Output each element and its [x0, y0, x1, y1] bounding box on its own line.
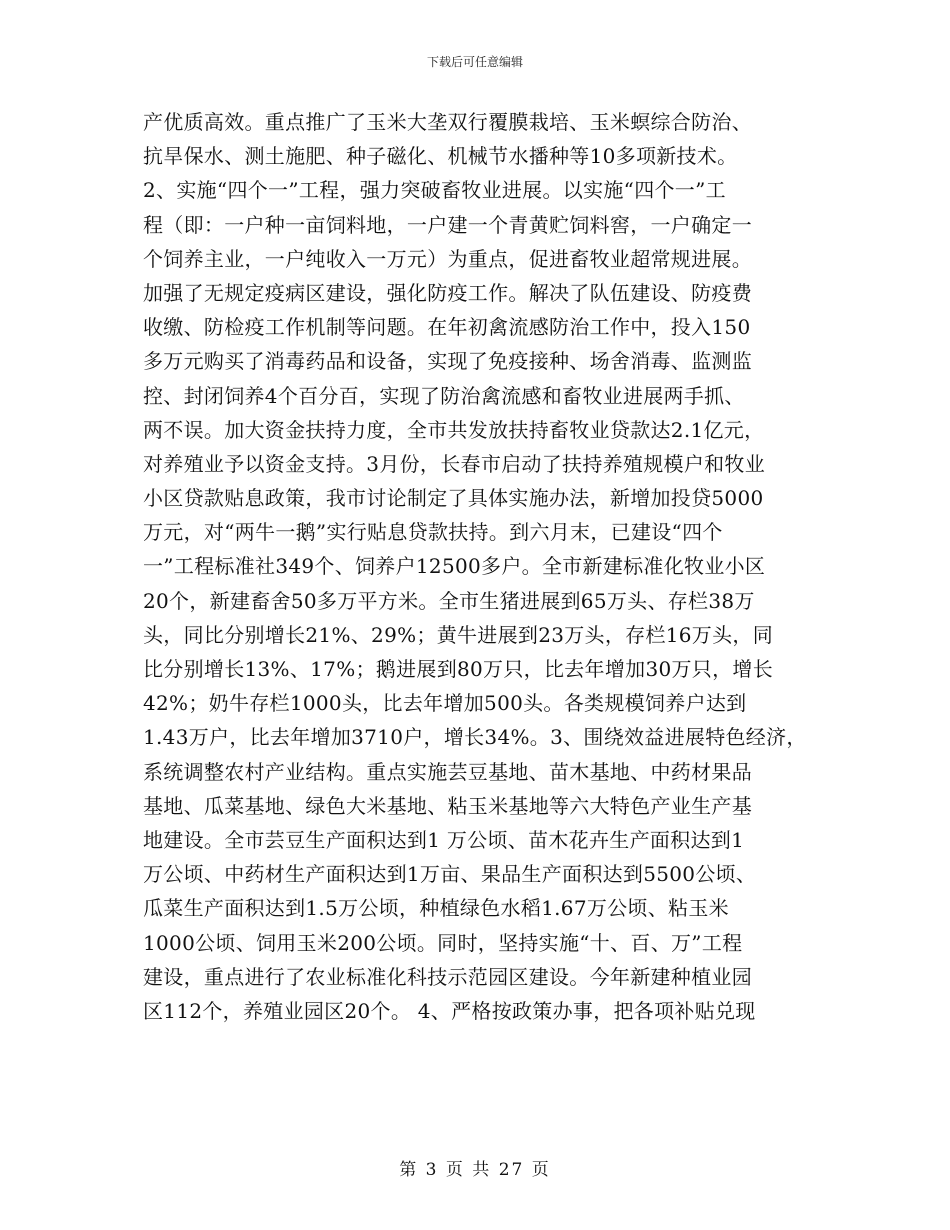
body-line: 个饲养主业，一户纯收入一万元）为重点，促进畜牧业超常规进展。 — [143, 246, 752, 271]
body-line: 程（即：一户种一亩饲料地，一户建一个青黄贮饲料窖，一户确定一 — [143, 212, 752, 237]
body-line: 两不误。加大资金扶持力度，全市共发放扶持畜牧业贷款达2.1亿元， — [143, 417, 765, 442]
body-line: 产优质高效。重点推广了玉米大垄双行覆膜栽培、玉米螟综合防治、 — [143, 110, 752, 134]
body-line: 比分别增长13%、17%；鹅进展到80万只，比去年增加30万只，增长 — [143, 657, 774, 681]
body-line: 地建设。全市芸豆生产面积达到1 万公顷、苗木花卉生产面积达到1 — [143, 827, 745, 852]
body-line: 20个，新建畜舍50多万平方米。全市生猪进展到65万头、存栏38万 — [143, 588, 755, 613]
body-line: 抗旱保水、测土施肥、种子磁化、机械节水播种等10多项新技术。 — [143, 144, 738, 169]
body-line: 建设，重点进行了农业标准化科技示范园区建设。今年新建种植业园 — [143, 964, 752, 989]
body-line: 1000公顷、饲用玉米200公顷。同时，坚持实施“十、百、万”工程 — [143, 930, 743, 955]
page-number-footer: 第 3 页 共 27 页 — [399, 1160, 551, 1180]
body-line: 小区贷款贴息政策，我市讨论制定了具体实施办法，新增加投贷5000 — [143, 486, 764, 511]
body-line: 万元，对“两牛一鹅”实行贴息贷款扶持。到六月末，已建设“四个 — [143, 520, 723, 545]
body-line: 区112个，养殖业园区20个。 4、严格按政策办事，把各项补贴兑现 — [143, 998, 756, 1023]
body-line: 1.43万户，比去年增加3710户，增长34%。3、围绕效益进展特色经济， — [143, 725, 807, 750]
body-line: 控、封闭饲养4个百分百，实现了防治禽流感和畜牧业进展两手抓、 — [143, 383, 745, 408]
body-line: 基地、瓜菜基地、绿色大米基地、粘玉米基地等六大特色产业生产基 — [143, 793, 752, 818]
body-line: 2、实施“四个一”工程，强力突破畜牧业进展。以实施“四个一”工 — [143, 178, 726, 203]
document-body — [143, 105, 823, 1028]
body-line: 42%；奶牛存栏1000头，比去年增加500头。各类规模饲养户达到 — [143, 691, 747, 716]
body-line: 瓜菜生产面积达到1.5万公顷，种植绿色水稻1.67万公顷、粘玉米 — [143, 896, 729, 921]
body-line: 系统调整农村产业结构。重点实施芸豆基地、苗木基地、中药材果品 — [143, 759, 752, 784]
body-line: 多万元购买了消毒药品和设备，实现了免疫接种、场舍消毒、监测监 — [143, 349, 752, 374]
page-header: 下载后可任意编辑 — [426, 55, 523, 69]
body-line: 加强了无规定疫病区建设，强化防疫工作。解决了队伍建设、防疫费 — [143, 280, 752, 305]
body-line: 一”工程标准社349个、饲养户12500多户。全市新建标准化牧业小区 — [143, 554, 766, 579]
body-line: 万公顷、中药材生产面积达到1万亩、果品生产面积达到5500公顷、 — [143, 862, 757, 887]
body-line: 对养殖业予以资金支持。3月份，长春市启动了扶持养殖规模户和牧业 — [143, 451, 766, 476]
body-line: 收缴、防检疫工作机制等问题。在年初禽流感防治工作中，投入150 — [143, 315, 751, 340]
body-line: 头，同比分别增长21%、29%；黄牛进展到23万头，存栏16万头，同 — [143, 622, 774, 647]
